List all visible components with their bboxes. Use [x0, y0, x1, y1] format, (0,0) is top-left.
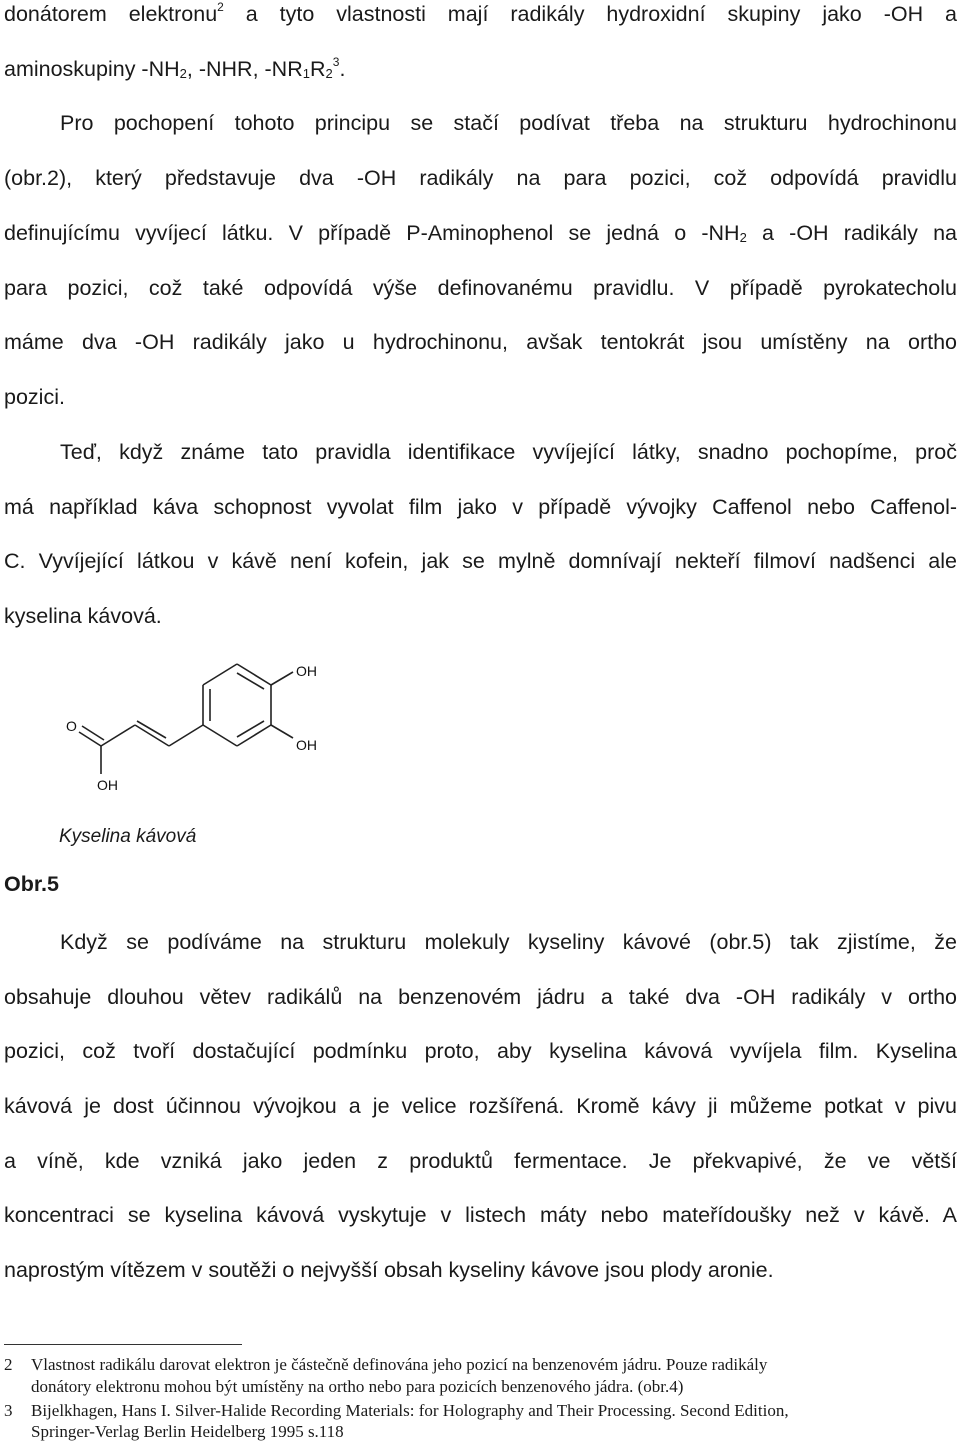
- text-line: definujícímu vyvíjecí látku. V případě P-Aminophenol se jedná o $-NH_2$ a -OH radikály na: [4, 221, 957, 245]
- footnote-text: Springer-Verlag Berlin Heidelberg 1995 s.118: [31, 1422, 344, 1441]
- text-line: donátorem elektronu$^2$ a tyto vlastnosti mají radikály hydroxidní skupiny jako -OH a: [4, 0, 957, 26]
- text-line: kyselina kávová.: [4, 604, 162, 628]
- footnote-ref: 2: [217, 0, 224, 14]
- hydroxyl-label: OH: [296, 737, 317, 753]
- text-line: aminoskupiny $-NH_2$, -NHR, $-NR_1R_2^3$.: [4, 55, 346, 81]
- footnote-ref: 3: [332, 55, 340, 69]
- text-line: (obr.2), který představuje dva -OH radikály na para pozici, což odpovídá pravidlu: [4, 166, 957, 190]
- footnote-number: 2: [4, 1355, 13, 1374]
- footnote-text: donátory elektronu mohou být umístěny na ortho nebo para pozicích benzenového jádra. (obr.4): [31, 1377, 684, 1396]
- oxygen-label: O: [66, 718, 77, 734]
- text-line: a víně, kde vzniká jako jeden z produktů fermentace. Je překvapivé, že ve větší: [4, 1149, 957, 1173]
- text-line: Pro pochopení tohoto principu se stačí podívat třeba na strukturu hydrochinonu: [60, 111, 957, 135]
- text-line: para pozici, což také odpovídá výše definovanému pravidlu. V případě pyrokatecholu: [4, 276, 957, 300]
- text-line: koncentraci se kyselina kávová vyskytuje v listech máty nebo mateřídoušky než v kávě. A: [4, 1203, 957, 1227]
- hydroxyl-label: OH: [296, 663, 317, 679]
- text-line: pozici.: [4, 385, 65, 409]
- footnote-text: Bijelkhagen, Hans I. Silver-Halide Recording Materials: for Holography and Their Processing. Second Edition,: [31, 1401, 789, 1420]
- hydroxyl-label: OH: [97, 777, 118, 793]
- text-line: má například káva schopnost vyvolat film jako v případě vývojky Caffenol nebo Caffenol-: [4, 495, 957, 519]
- footnote-text: Vlastnost radikálu darovat elektron je částečně definována jeho pozicí na benzenovém jádru. Pouze radikály: [31, 1355, 768, 1374]
- text-line: pozici, což tvoří dostačující podmínku proto, aby kyselina kávová vyvíjela film. Kyselina: [4, 1039, 957, 1063]
- figure-caption: Kyselina kávová: [59, 826, 197, 847]
- figure-label: Obr.5: [4, 872, 59, 896]
- text-line: C. Vyvíjející látkou v kávě není kofein, jak se mylně domnívají nekteří filmoví nadšenci ale: [4, 549, 957, 573]
- text-line: Teď, když známe tato pravidla identifikace vyvíjející látky, snadno pochopíme, proč: [60, 440, 957, 464]
- footnote-number: 3: [4, 1401, 13, 1420]
- text-line: Když se podíváme na strukturu molekuly kyseliny kávové (obr.5) tak zjistíme, že: [60, 930, 957, 954]
- text-line: máme dva -OH radikály jako u hydrochinonu, avšak tentokrát jsou umístěny na ortho: [4, 330, 957, 354]
- text-line: kávová je dost účinnou vývojkou a je velice rozšířená. Kromě kávy ji můžeme potkat v pivu: [4, 1094, 957, 1118]
- text-line: naprostým vítězem v soutěži o nejvyšší obsah kyseliny kávove jsou plody aronie.: [4, 1258, 774, 1282]
- text-line: obsahuje dlouhou větev radikálů na benzenovém jádru a také dva -OH radikály v ortho: [4, 985, 957, 1009]
- footnote-divider: [4, 1344, 242, 1345]
